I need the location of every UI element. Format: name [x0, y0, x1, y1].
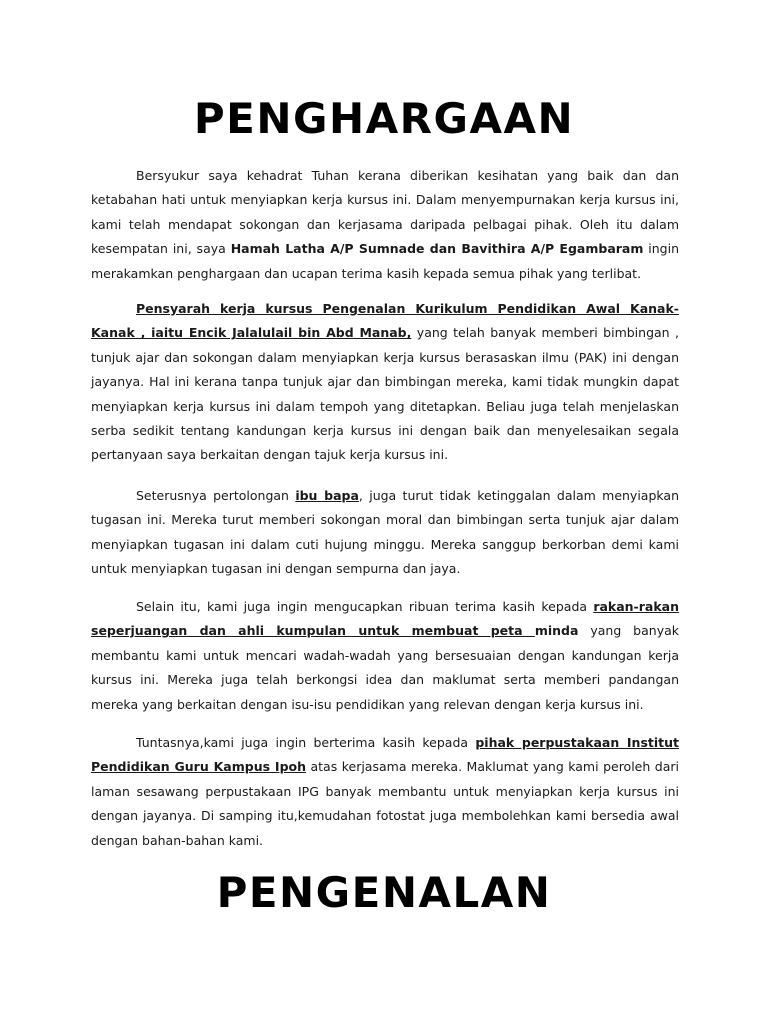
- paragraph-text: ingin merakamkan penghargaan dan ucapan terima kasih kepada semua pihak yang terlibat.: [91, 241, 680, 281]
- parents-label: ibu bapa: [295, 488, 359, 503]
- paragraph-text: , juga turut tidak ketinggalan dalam menyiapkan tugasan ini. Mereka turut memberi sokongan moral dan bimbingan serta tunjuk ajar dalam menyiapkan tugasan ini dalam cuti hujung minggu. Mereka sanggup berkorban demi kami untuk menyiapkan tugasan ini dengan sempurna dan jaya.: [91, 488, 679, 577]
- author-names: Hamah Latha A/P Sumnade dan Bavithira A/P Egambaram: [230, 241, 644, 257]
- paragraph-gratitude: [91, 164, 679, 286]
- paragraph-text: Tuntasnya,kami juga ingin berterima kasih kepada: [136, 735, 476, 750]
- paragraph-text: atas kerjasama mereka. Maklumat yang kami peroleh dari laman sesawang perpustakaan IPG banyak membantu untuk menyiapkan kerja kursus ini dengan jayanya. Di samping itu,kemudahan fotostat juga membolehkan kami bersedia awal dengan bahan-bahan kami.: [91, 759, 679, 848]
- paragraph-text: Selain itu, kami juga ingin mengucapkan ribuan terima kasih kepada: [136, 599, 594, 614]
- paragraph-parents: [91, 484, 679, 582]
- paragraph-text: yang banyak membantu kami untuk mencari wadah-wadah yang bersesuaian dengan kandungan kerja kursus ini. Mereka juga telah berkongsi idea dan maklumat serta memberi pandangan mereka yang berkaitan dengan isu-isu pendidikan yang relevan dengan kerja kursus ini.: [91, 623, 679, 712]
- paragraph-library: [91, 731, 679, 853]
- paragraph-friends: [91, 595, 679, 717]
- paragraph-text: yang telah banyak memberi bimbingan , tunjuk ajar dan sokongan dalam menyiapkan kerja kursus berasaskan ilmu (PAK) ini dengan jayanya. Hal ini kerana tanpa tunjuk ajar dan bimbingan mereka, kami tidak mungkin dapat menyiapkan kerja kursus ini dalam tempoh yang ditetapkan. Beliau juga telah menjelaskan serba sedikit tentang kandungan kerja kursus ini dengan baik dan menyelesaikan segala pertanyaan saya berkaitan dengan tajuk kerja kursus ini.: [91, 325, 679, 463]
- friends-label: rakan-rakan seperjuangan dan ahli kumpulan untuk membuat peta: [91, 599, 679, 639]
- section-title-pengenalan: PENGENALAN: [216, 868, 552, 917]
- paragraph-lecturer: [91, 297, 679, 468]
- minda-label: minda: [534, 623, 579, 639]
- paragraph-text: Seterusnya pertolongan: [136, 488, 296, 503]
- paragraph-text: Bersyukur saya kehadrat Tuhan kerana diberikan kesihatan yang baik dan dan ketabahan hati untuk menyiapkan kerja kursus ini. Dalam menyempurnakan kerja kursus ini, kami telah mendapat sokongan dan kerjasama daripada pelbagai pihak. Oleh itu dalam kesempatan ini, saya: [91, 168, 679, 257]
- lecturer-name: Pensyarah kerja kursus Pengenalan Kurikulum Pendidikan Awal Kanak-Kanak , iaitu Encik Jalalulail bin Abd Manab,: [91, 301, 679, 341]
- library-label: pihak perpustakaan Institut Pendidikan Guru Kampus Ipoh: [91, 735, 679, 775]
- page-title-penghargaan: PENGHARGAAN: [193, 94, 575, 143]
